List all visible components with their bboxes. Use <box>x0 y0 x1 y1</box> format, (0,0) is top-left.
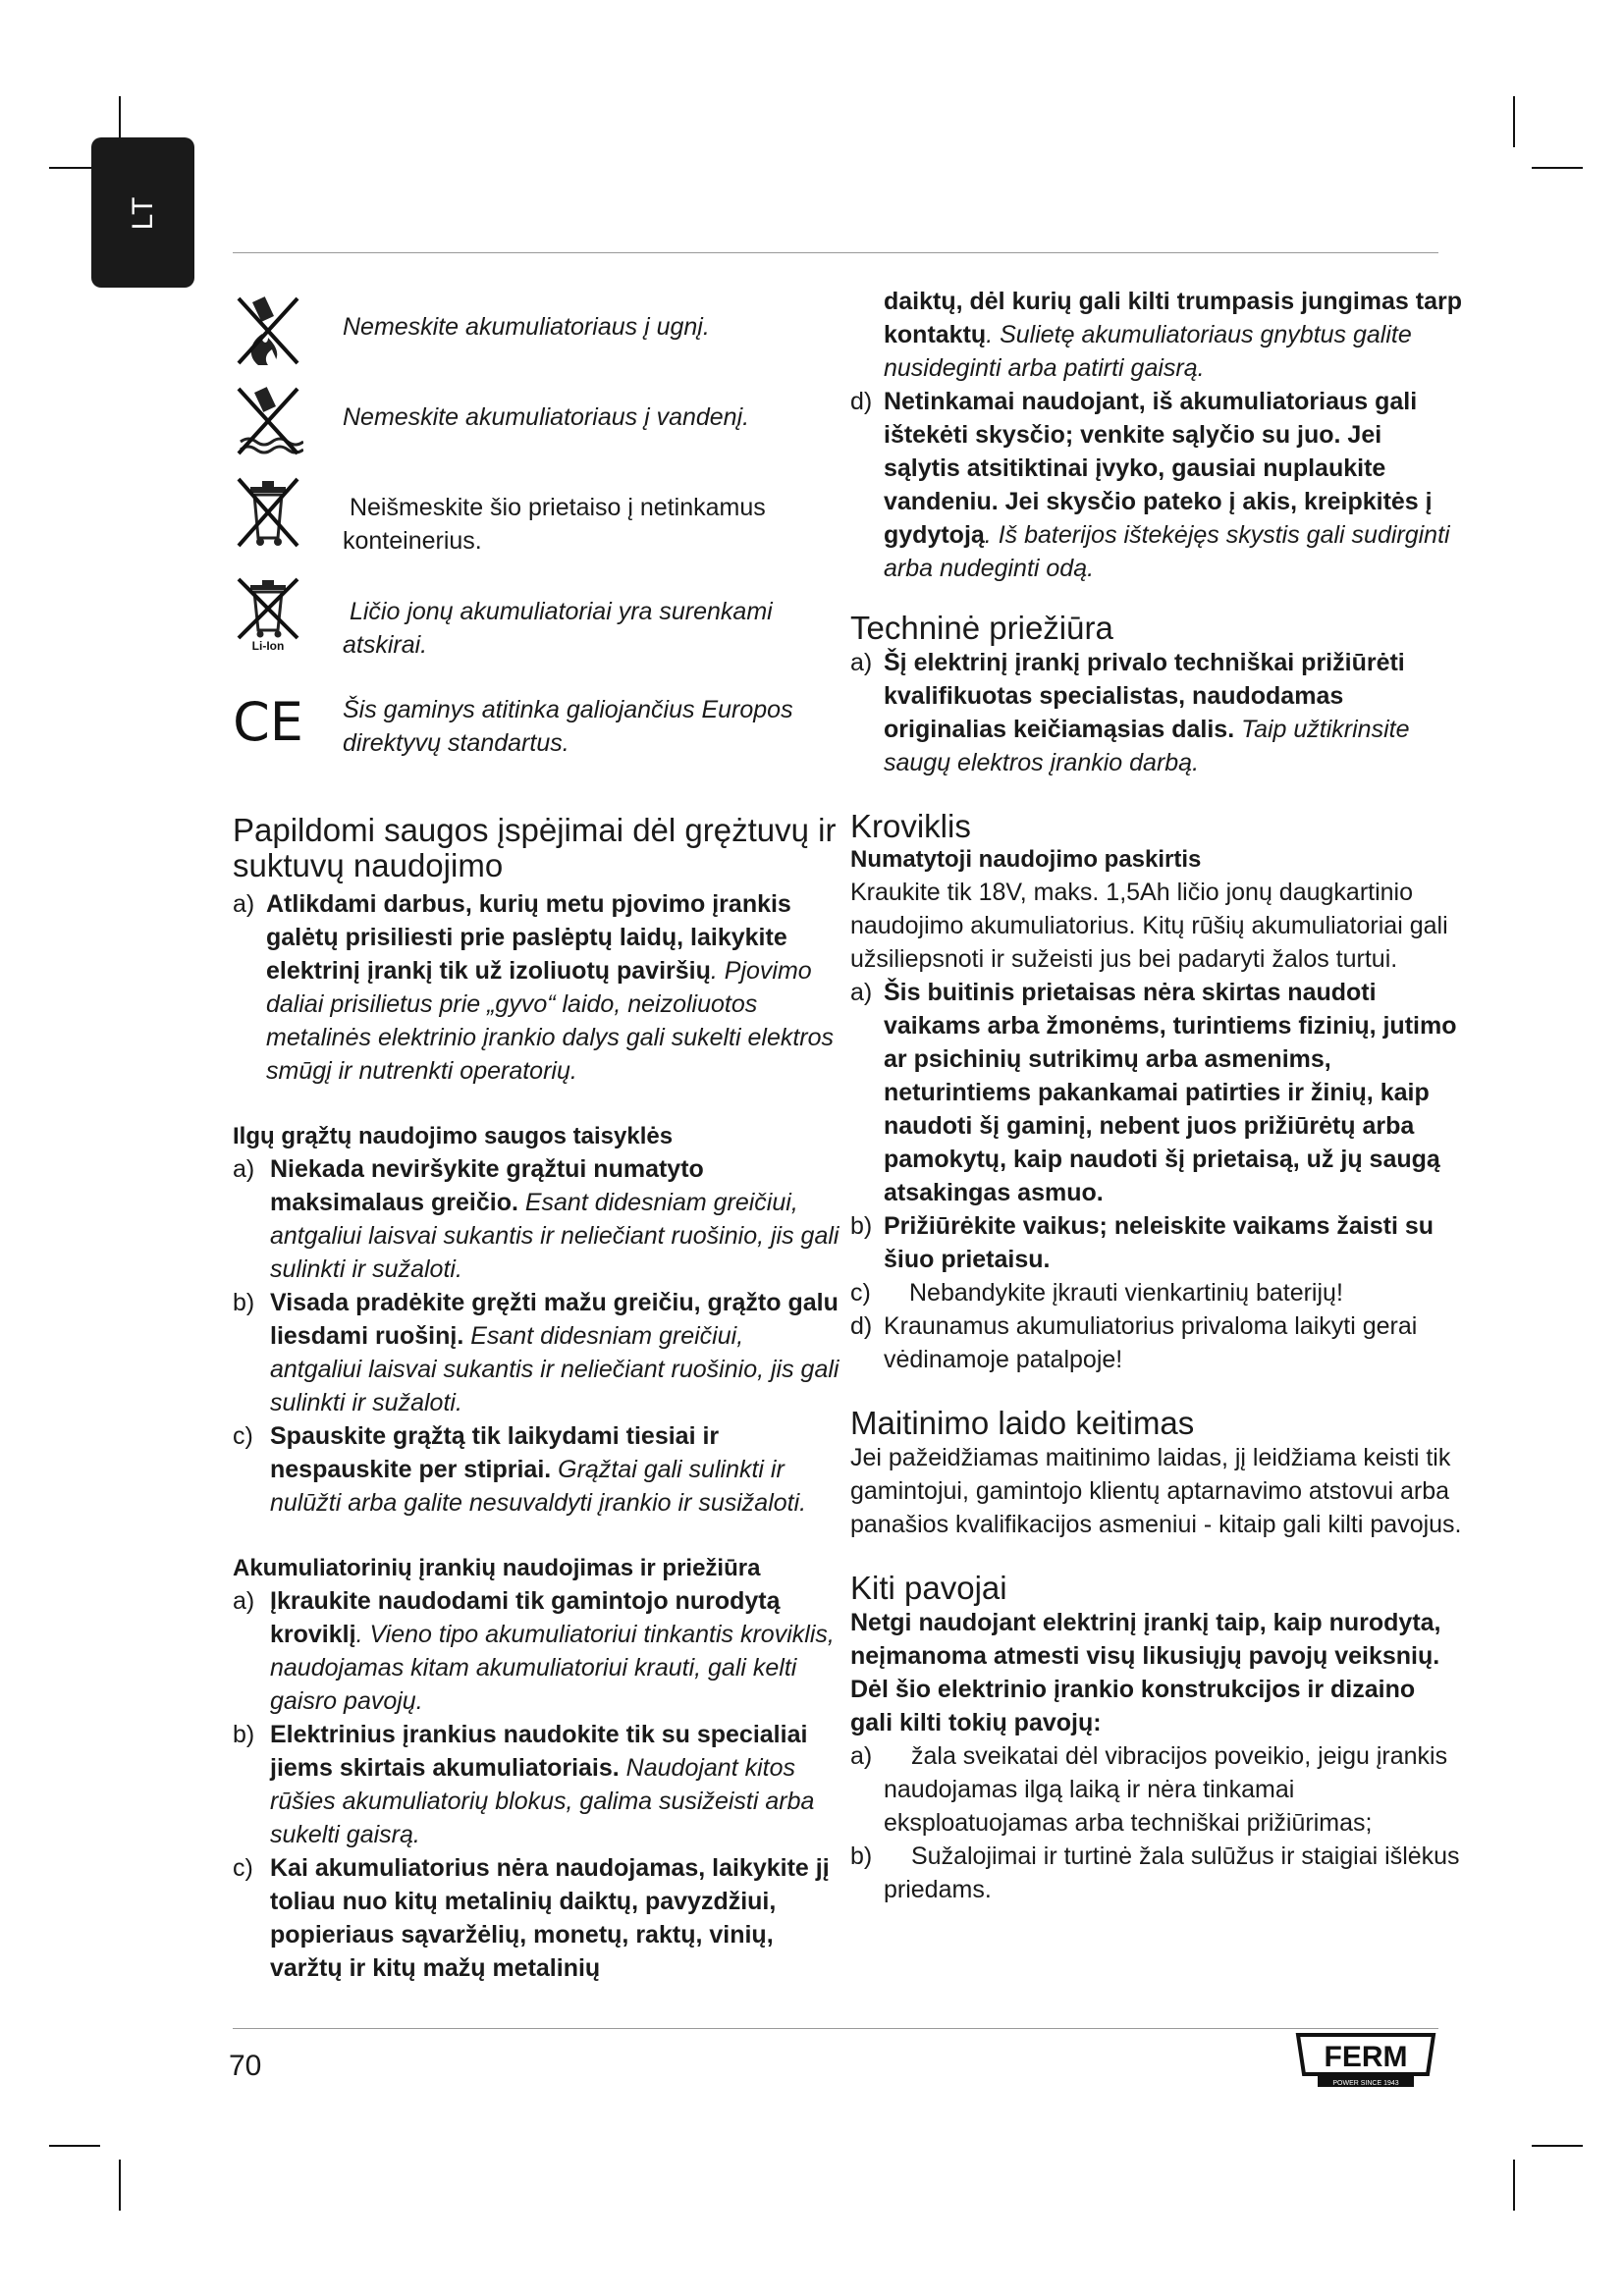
top-rule <box>233 252 1438 253</box>
item-plain-text: Nebandykite įkrauti vienkartinių baterijų! <box>909 1279 1343 1307</box>
item-plain-text: Sužalojimai ir turtinė žala sulūžus ir staigiai išlėkus priedams. <box>884 1842 1460 1903</box>
symbol-row-water <box>233 375 841 454</box>
subsection-heading: Ilgų grąžtų naudojimo saugos taisyklės <box>233 1123 674 1149</box>
list-item <box>233 887 841 1088</box>
item-italic-text: Esant didesniam greičiui, antgaliui laisvai sukantis ir neliečiant ruošinio, jis gali sulinkti ir sužaloti. <box>270 1189 839 1283</box>
list-item <box>850 1739 1464 1840</box>
section-heading: Kiti pavojai <box>850 1570 1007 1606</box>
section-heading: Maitinimo laido keitimas <box>850 1405 1195 1441</box>
symbol-text: Nemeskite akumuliatoriaus į vandenį. <box>343 403 750 431</box>
item-bold-text: daiktų, dėl kurių gali kilti trumpasis jungimas tarp kontaktų <box>884 288 1463 348</box>
list-item <box>233 1152 841 1286</box>
crop-mark <box>49 2145 100 2147</box>
crop-mark <box>1532 167 1583 169</box>
item-label: d) <box>850 388 873 415</box>
item-bold-text: Spauskite grąžtą tik laikydami tiesiai ir nespauskite per stipriai. <box>270 1422 720 1483</box>
crop-mark <box>1513 2160 1515 2211</box>
symbol-text: Ličio jonų akumuliatoriai yra surenkami atskirai. <box>343 598 780 659</box>
item-label: c) <box>233 1422 253 1450</box>
no-water-icon <box>233 383 303 457</box>
item-plain-text: žala sveikatai dėl vibracijos poveikio, jeigu įrankis naudojamas ilgą laiką ir nėra tinkamai eksploatuojamas arba techniškai prižiūrimas; <box>884 1742 1448 1837</box>
other-hazards-section <box>850 1571 1464 1906</box>
section-heading: Papildomi saugos įspėjimai dėl grężtuvų ir suktuvų naudojimo <box>233 812 837 883</box>
no-fire-icon <box>233 293 303 367</box>
item-italic-text: Esant didesniam greičiui, antgaliui laisvai sukantis ir neliečiant ruošinio, jis gali sulinkti ir sužaloti. <box>270 1322 839 1416</box>
language-tab <box>91 137 194 288</box>
subsection-heading: Akumuliatorinių įrankių naudojimas ir priežiūra <box>233 1555 761 1581</box>
subsection-heading: Numatytoji naudojimo paskirtis <box>850 846 1202 873</box>
item-plain-text: Kraunamus akumuliatorius privaloma laikyti gerai vėdinamoje patalpoje! <box>884 1312 1418 1373</box>
section-heading: Kroviklis <box>850 808 971 844</box>
item-label: a) <box>850 1742 873 1770</box>
ce-mark-label: CE <box>233 691 303 753</box>
list-item <box>850 1276 1464 1309</box>
item-italic-text: . Iš baterijos ištekėjęs skystis gali sudirginti arba nudeginti odą. <box>884 521 1450 582</box>
item-label: a) <box>233 1155 255 1183</box>
item-bold-text: Kai akumuliatorius nėra naudojamas, laikykite jį toliau nuo kitų metalinių daiktų, pavyzdžiui, popieriaus sąvaržėlių, monetų, raktų, vinių, varžtų ir kitų mažų metalinių <box>270 1854 830 1982</box>
item-label: b) <box>233 1289 255 1316</box>
crop-mark <box>1513 96 1515 147</box>
li-ion-label: Li-Ion <box>251 639 285 652</box>
item-bold-text: Įkraukite naudodami tik gamintojo nurodytą kroviklį <box>270 1587 781 1648</box>
item-label: b) <box>233 1721 255 1748</box>
symbol-text: Nemeskite akumuliatoriaus į ugnį. <box>343 313 710 341</box>
right-column <box>850 285 1464 1906</box>
item-bold-text: Visada pradėkite gręžti mažu greičiu, grąžto galu liesdami ruošinį. <box>270 1289 839 1350</box>
bottom-rule <box>233 2028 1438 2029</box>
list-item <box>233 1419 841 1520</box>
list-item <box>233 1286 841 1419</box>
item-bold-text: Elektrinius įrankius naudokite tik su specialiai jiems skirtais akumuliatoriais. <box>270 1721 808 1782</box>
symbol-row-bin <box>233 465 841 558</box>
item-label: a) <box>850 979 873 1006</box>
item-bold-text: Atlikdami darbus, kurių metu pjovimo įrankis galėtų prisiliesti prie paslėptų laidų, laikykite elektrinį įrankį tik už izoliuotų paviršių <box>266 890 791 985</box>
list-item <box>850 976 1464 1209</box>
item-label: d) <box>850 1312 873 1340</box>
item-italic-text: . Pjovimo daliai prisilietus prie „gyvo“ laido, neizoliuotos metalinės elektrinio įrankio dalys gali sukelti elektros smūgį ir nutrenkti operatorių. <box>266 957 835 1085</box>
page-number: 70 <box>229 2050 262 2082</box>
symbol-text: Šis gaminys atitinka galiojančius Europos direktyvų standartus. <box>343 696 793 757</box>
item-bold-text: Šis buitinis prietaisas nėra skirtas naudoti vaikams arba žmonėms, turintiems fizinių, jutimo ar psichinių sutrikimų arba asmenims, neturintiems pakankamai patirties ir žinių, kaip naudoti šį gaminį, nebent juos prižiūrėtų arba pamokytų, kaip naudoti šį prietaisą, už jų saugą atsakingas asmuo. <box>884 979 1457 1206</box>
ce-mark-icon <box>233 681 303 756</box>
item-label: c) <box>850 1279 871 1307</box>
paragraph: Netgi naudojant elektrinį įrankį taip, kaip nurodyta, neįmanoma atmesti visų likusiųjų pavojų veiksnių. Dėl šio elektrinio įrankio konstrukcijos ir dizaino gali kilti tokių pavojų: <box>850 1609 1441 1736</box>
item-bold-text: Prižiūrėkite vaikus; neleiskite vaikams žaisti su šiuo prietaisu. <box>884 1212 1435 1273</box>
drill-warnings-section <box>233 813 841 1088</box>
list-item <box>233 1718 841 1851</box>
paragraph: Jei pažeidžiamas maitinimo laidas, jį leidžiama keisti tik gamintojui, gamintojo klientų aptarnavimo atstovui arba panašios kvalifikacijos asmeniui - kitaip gali kilti pavojus. <box>850 1444 1462 1538</box>
list-item <box>850 1309 1464 1376</box>
item-italic-text: . Sulietę akumuliatoriaus gnybtus galite nusideginti arba patirti gaisrą. <box>884 321 1412 382</box>
item-label: a) <box>850 649 873 676</box>
item-label: a) <box>233 890 255 918</box>
crop-mark <box>1532 2145 1583 2147</box>
section-heading: Techninė priežiūra <box>850 610 1113 646</box>
item-bold-text: Netinkamai naudojant, iš akumuliatoriaus gali ištekėti skysčio; venkite sąlyčio su juo. Jei sąlytis atsitiktinai įvyko, gausiai nuplaukite vandeniu. Jei skysčio pateko į akis, kreipkitės į gydytoją <box>884 388 1433 549</box>
crossed-bin-icon <box>233 473 303 548</box>
list-item <box>850 1840 1464 1906</box>
list-item <box>850 646 1464 779</box>
left-column <box>233 285 841 1985</box>
list-item <box>850 385 1464 585</box>
item-label: b) <box>850 1842 873 1870</box>
charger-section <box>850 809 1464 1376</box>
item-italic-text: Taip užtikrinsite saugų elektros įrankio darbą. <box>884 716 1410 776</box>
item-label: a) <box>233 1587 255 1615</box>
item-italic-text: Grąžtai gali sulinkti ir nulūžti arba galite nesuvaldyti įrankio ir susižaloti. <box>270 1456 807 1517</box>
ferm-logo <box>1294 2031 1437 2090</box>
symbol-row-ce <box>233 673 841 760</box>
logo-name: FERM <box>1324 2041 1408 2073</box>
language-tab-label: LT <box>126 195 159 230</box>
battery-tools-section <box>233 1553 841 1985</box>
symbol-row-li-ion <box>233 569 841 662</box>
paragraph: Kraukite tik 18V, maks. 1,5Ah ličio jonų daugkartinio naudojimo akumuliatorius. Kitų rūšių akumuliatoriai gali užsiliepsnoti ir sužeisti jus bei padaryti žalos turtui. <box>850 879 1448 973</box>
symbol-row-fire <box>233 285 841 363</box>
maintenance-section <box>850 611 1464 779</box>
item-italic-text: Naudojant kitos rūšies akumuliatorių blokus, galima susižeisti arba sukelti gaisrą. <box>270 1754 815 1848</box>
list-item <box>233 1851 841 1985</box>
li-ion-bin-icon <box>233 577 303 652</box>
item-bold-text: Niekada neviršykite grąžtui numatyto maksimalaus greičio. <box>270 1155 704 1216</box>
logo-tagline: POWER SINCE 1943 <box>1332 2080 1399 2087</box>
symbol-text: Neišmeskite šio prietaiso į netinkamus konteinerius. <box>343 494 773 555</box>
long-bits-section <box>233 1121 841 1520</box>
cord-replacement-section <box>850 1406 1464 1541</box>
list-item <box>233 1584 841 1718</box>
crop-mark <box>119 2160 121 2211</box>
item-italic-text: . Vieno tipo akumuliatoriui tinkantis kroviklis, naudojamas kitam akumuliatoriui krauti, gali kelti gaisro pavojų. <box>270 1621 835 1715</box>
continued-item <box>850 285 1464 385</box>
item-bold-text: Šį elektrinį įrankį privalo techniškai prižiūrėti kvalifikuotas specialistas, naudodamas originalias keičiamąsias dalis. <box>884 649 1405 743</box>
item-label: c) <box>233 1854 253 1882</box>
list-item <box>850 1209 1464 1276</box>
item-label: b) <box>850 1212 873 1240</box>
